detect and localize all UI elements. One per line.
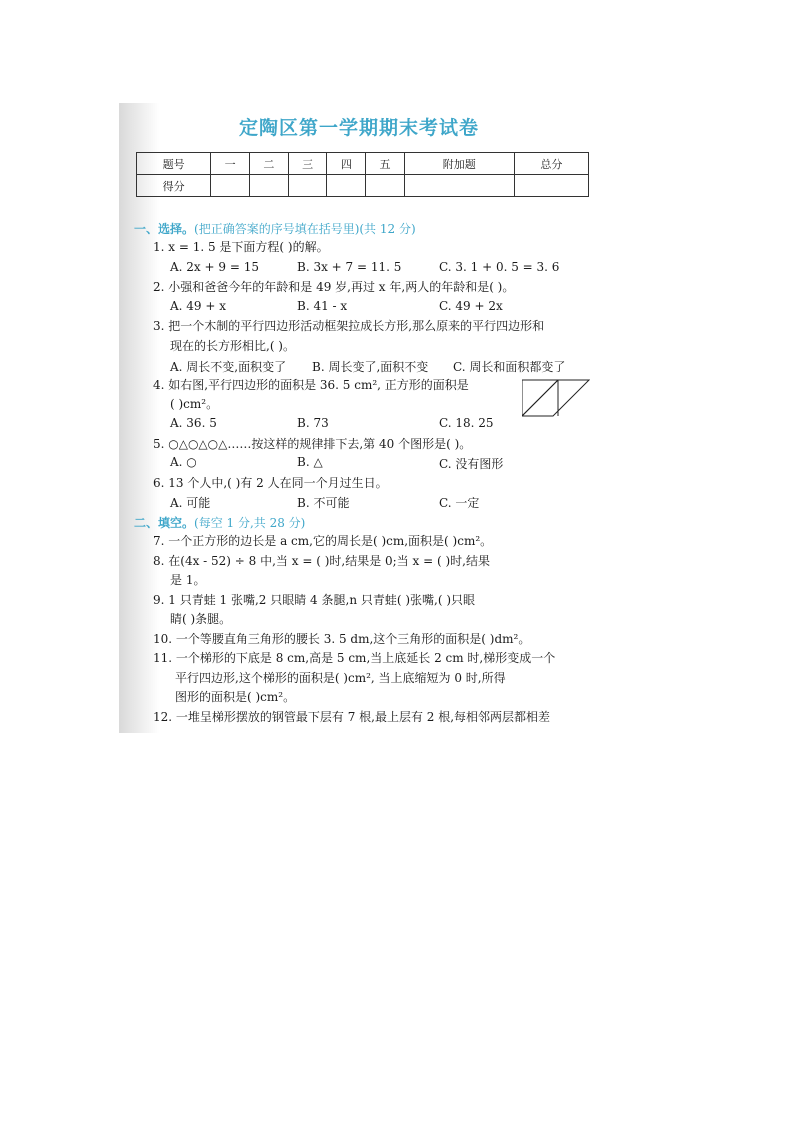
q6-option-c: C. 一定	[439, 496, 480, 510]
score-cell[interactable]	[404, 175, 514, 197]
score-table	[136, 152, 589, 197]
score-header-cell: 总分	[514, 153, 588, 175]
section-heading-choice	[134, 220, 416, 237]
exam-paper	[119, 103, 599, 733]
parallelogram-outline	[522, 380, 589, 416]
q4-option-c: C. 18. 25	[439, 416, 494, 430]
question-4-line-1: 4. 如右图,平行四边形的面积是 36. 5 cm², 正方形的面积是	[153, 378, 469, 392]
question-10: 10. 一个等腰直角三角形的腰长 3. 5 dm,这个三角形的面积是( )dm²。	[153, 632, 531, 646]
score-row-label: 得分	[137, 175, 211, 197]
score-cell[interactable]	[366, 175, 405, 197]
score-header-cell: 三	[288, 153, 327, 175]
score-header-cell: 五	[366, 153, 405, 175]
question-1: 1. x = 1. 5 是下面方程( )的解。	[153, 240, 329, 254]
section-title: 一、选择。	[134, 222, 195, 236]
question-2: 2. 小强和爸爸今年的年龄和是 49 岁,再过 x 年,两人的年龄和是( )。	[153, 280, 515, 294]
score-cell[interactable]	[327, 175, 366, 197]
score-header-cell: 附加题	[404, 153, 514, 175]
score-header-cell: 二	[249, 153, 288, 175]
q3-option-b: B. 周长变了,面积不变	[312, 360, 429, 374]
question-4-line-2: ( )cm²。	[170, 397, 219, 411]
q3-option-c: C. 周长和面积都变了	[453, 360, 566, 374]
question-6: 6. 13 个人中,( )有 2 人在同一个月过生日。	[153, 476, 388, 490]
q2-option-a: A. 49 + x	[170, 299, 227, 313]
q1-option-c: C. 3. 1 + 0. 5 = 3. 6	[439, 260, 560, 274]
q5-option-a: A. ○	[170, 455, 197, 469]
question-12: 12. 一堆呈梯形摆放的钢管最下层有 7 根,最上层有 2 根,每相邻两层都相差	[153, 710, 551, 724]
parallelogram-square-figure	[522, 379, 590, 417]
q6-option-a: A. 可能	[170, 496, 211, 510]
section-note: (把正确答案的序号填在括号里)(共 12 分)	[194, 222, 416, 236]
score-header-cell: 一	[211, 153, 250, 175]
q3-option-a: A. 周长不变,面积变了	[170, 360, 287, 374]
score-table-score-row	[137, 175, 589, 197]
q2-option-b: B. 41 - x	[297, 299, 348, 313]
question-11-line-2: 平行四边形,这个梯形的面积是( )cm², 当上底缩短为 0 时,所得	[175, 671, 506, 685]
q1-option-a: A. 2x + 9 = 15	[170, 260, 259, 274]
q2-option-c: C. 49 + 2x	[439, 299, 503, 313]
question-3-line-2: 现在的长方形相比,( )。	[170, 339, 295, 353]
score-header-cell: 题号	[137, 153, 211, 175]
section-note: (每空 1 分,共 28 分)	[194, 516, 306, 530]
q4-option-b: B. 73	[297, 416, 329, 430]
section-heading-fill	[134, 514, 305, 531]
score-cell[interactable]	[288, 175, 327, 197]
q5-option-c: C. 没有图形	[439, 457, 504, 471]
score-header-cell: 四	[327, 153, 366, 175]
question-3-line-1: 3. 把一个木制的平行四边形活动框架拉成长方形,那么原来的平行四边形和	[153, 319, 545, 333]
q1-option-b: B. 3x + 7 = 11. 5	[297, 260, 402, 274]
question-11-line-3: 图形的面积是( )cm²。	[175, 690, 296, 704]
q5-option-b: B. △	[297, 455, 323, 469]
question-8-line-2: 是 1。	[170, 573, 206, 587]
question-11-line-1: 11. 一个梯形的下底是 8 cm,高是 5 cm,当上底延长 2 cm 时,梯形变成一个	[153, 651, 556, 665]
question-8-line-1: 8. 在(4x - 52) ÷ 8 中,当 x = ( )时,结果是 0;当 x = ( )时,结果	[153, 554, 490, 568]
question-9-line-1: 9. 1 只青蛙 1 张嘴,2 只眼睛 4 条腿,n 只青蛙( )张嘴,( )只眼	[153, 593, 476, 607]
question-5: 5. ○△○△○△……按这样的规律排下去,第 40 个图形是( )。	[153, 437, 472, 451]
question-7: 7. 一个正方形的边长是 a cm,它的周长是( )cm,面积是( )cm²。	[153, 534, 493, 548]
score-cell[interactable]	[249, 175, 288, 197]
square-diagonal	[522, 380, 558, 416]
exam-title: 定陶区第一学期期末考试卷	[238, 117, 479, 139]
score-table-header-row	[137, 153, 589, 175]
score-cell[interactable]	[514, 175, 588, 197]
section-title: 二、填空。	[134, 516, 195, 530]
question-9-line-2: 睛( )条腿。	[170, 612, 232, 626]
score-cell[interactable]	[211, 175, 250, 197]
q4-option-a: A. 36. 5	[170, 416, 217, 430]
q6-option-b: B. 不可能	[297, 496, 350, 510]
